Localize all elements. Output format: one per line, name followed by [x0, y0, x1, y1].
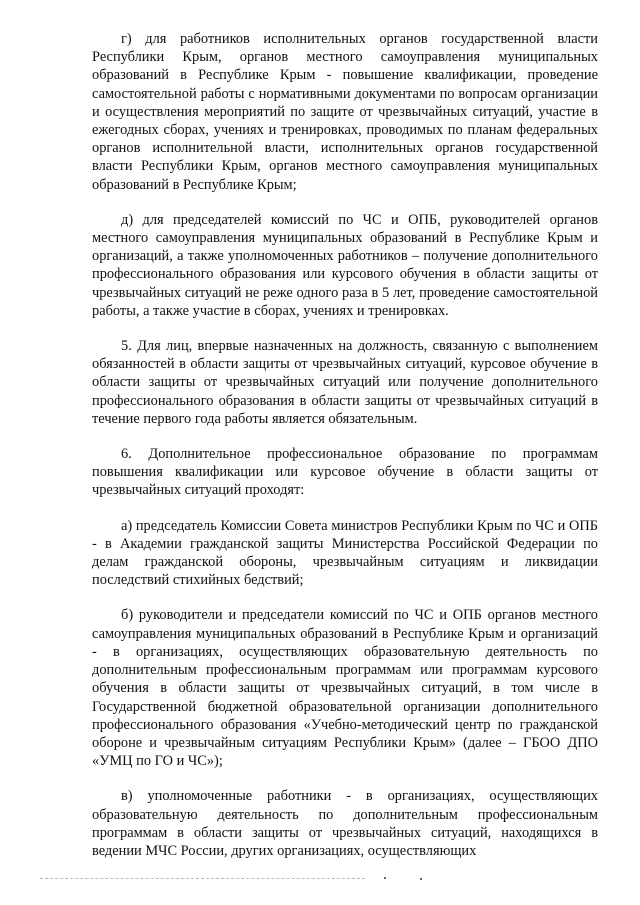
- scan-footer-line: [40, 878, 365, 879]
- scan-artifact: [384, 877, 386, 879]
- paragraph-5: 5. Для лиц, впервые назначенных на должность, связанную с выполнением обязанностей в области защиты от чрезвычайных ситуаций, курсовое обучение в области защиты от чрезвычайных ситуаций или получение дополнительного профессионального образования в области защиты от чрезвычайных ситуаций в течение первого года работы является обязательным.: [92, 338, 598, 427]
- paragraph-v: в) уполномоченные работники - в организациях, осуществляющих образовательную деятельность по дополнительным профессиональным программам в области защиты от чрезвычайных ситуаций, находящихся в ведении МЧС России, других организациях, осуществляющих: [92, 788, 598, 859]
- scan-artifact: [420, 878, 422, 880]
- paragraph-d: д) для председателей комиссий по ЧС и ОПБ, руководителей органов местного самоуправления муниципальных образований в Республике Крым и организаций, а также уполномоченных работников – получение дополнительного профессионального образования или курсового обучения в области защиты от чрезвычайных ситуаций не реже одного раза в 5 лет, проведение самостоятельной работы, а также участие в сборах, учениях и тренировках.: [92, 211, 598, 319]
- paragraph-6: 6. Дополнительное профессиональное образование по программам повышения квалификации или курсовое обучение в области защиты от чрезвычайных ситуаций проходят:: [92, 446, 598, 499]
- document-page: [92, 30, 598, 860]
- paragraph-b: б) руководители и председатели комиссий по ЧС и ОПБ органов местного самоуправления муниципальных образований в Республике Крым и организаций - в организациях, осуществляющих образовательную деятельность по дополнительным профессиональным программам или программам курсового обучения в области защиты от чрезвычайных ситуаций, в том числе в Государственной бюджетной образовательной организации дополнительного профессионального образования «Учебно-методический центр по гражданской обороне и чрезвычайным ситуациям Республики Крым» (далее – ГБОО ДПО «УМЦ по ГО и ЧС»);: [92, 607, 598, 770]
- paragraph-a: а) председатель Комиссии Совета министров Республики Крым по ЧС и ОПБ - в Академии гражданской защиты Министерства Российской Федерации по делам гражданской обороны, чрезвычайным ситуациям и ликвидации последствий стихийных бедствий;: [92, 517, 598, 589]
- paragraph-g: г) для работников исполнительных органов государственной власти Республики Крым, органов местного самоуправления муниципальных образований в Республике Крым - повышение квалификации, проведение самостоятельной работы с нормативными документами по вопросам организации и осуществления мероприятий по защите от чрезвычайных ситуаций, участие в ежегодных сборах, учениях и тренировках, проводимых по планам федеральных органов исполнительной власти, исполнительных органов государственной власти Республики Крым, органов местного самоуправления муниципальных образований в Республике Крым;: [92, 31, 598, 193]
